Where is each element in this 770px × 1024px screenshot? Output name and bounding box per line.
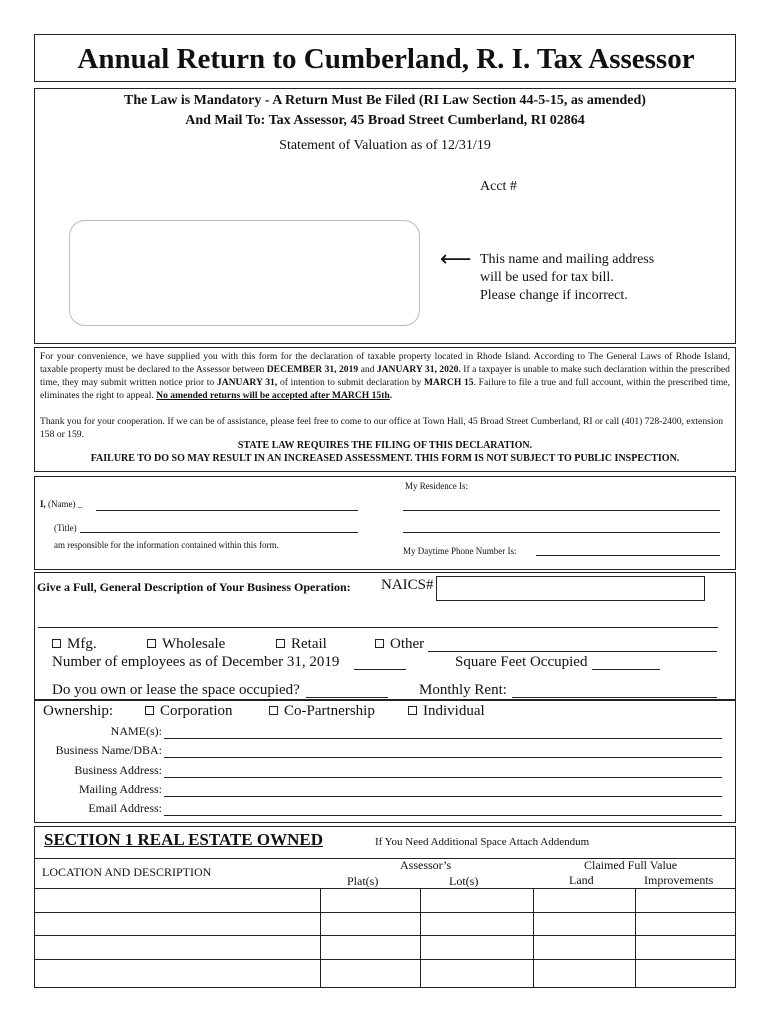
business-description-label: Give a Full, General Description of Your Business Operation: [37,580,351,594]
phone-label: My Daytime Phone Number Is: [403,546,517,556]
table-col-rule [533,888,534,988]
ownership-label: Ownership: [43,703,113,719]
retail-checkbox[interactable] [276,639,285,648]
col-lot: Lot(s) [449,874,479,888]
wholesale-label: Wholesale [162,636,226,652]
co-partnership-label: Co-Partnership [284,703,375,719]
residence-field-1[interactable] [403,510,720,511]
notice-date-4: MARCH 15 [424,377,474,388]
mailing-address-window [69,220,420,326]
name-field[interactable] [96,510,358,511]
type-retail[interactable] [276,636,327,653]
notice-text: . Failure to file a true and full account, within the prescribed time, eliminates the right to appeal. [40,377,730,401]
retail-label: Retail [291,636,327,652]
notice-date-1: DECEMBER 31, 2019 [266,364,359,375]
business-address-label: Business Address: [74,763,162,777]
square-feet-field[interactable] [592,669,660,670]
naics-input[interactable] [436,576,705,601]
account-number-label: Acct # [480,179,517,194]
state-law-warning: STATE LAW REQUIRES THE FILING OF THIS DECLARATION. [237,440,533,451]
title-field[interactable] [80,532,358,533]
notice-text: For your convenience, we have supplied you with this form for the declaration of taxable property located in Rhode Island. According to The General Laws of Rhode Island, taxable property must be declared to the Assessor between [40,351,730,375]
wholesale-checkbox[interactable] [147,639,156,648]
email-address-label: Email Address: [88,801,162,815]
mfg-label: Mfg. [67,636,97,652]
title-label: (Title) [54,523,77,533]
table-col-rule [320,888,321,988]
naics-label: NAICS# [381,577,434,593]
section1-addendum-note: If You Need Additional Space Attach Addendum [375,836,590,848]
mailing-address-field[interactable] [164,796,722,797]
col-plat: Plat(s) [347,874,379,888]
name-prefix [40,499,82,509]
table-col-rule [420,888,421,988]
co-partnership-checkbox[interactable] [269,706,278,715]
monthly-rent-label: Monthly Rent: [419,682,507,698]
table-row-rule [34,888,736,889]
ownership-individual[interactable] [408,703,485,720]
mailing-address-label: Mailing Address: [79,782,162,796]
email-address-field[interactable] [164,815,722,816]
failure-warning: FAILURE TO DO SO MAY RESULT IN AN INCREASED ASSESSMENT. THIS FORM IS NOT SUBJECT TO PUBLIC INSPECTION. [90,453,680,464]
other-checkbox[interactable] [375,639,384,648]
residence-label: My Residence Is: [405,481,468,491]
corporation-label: Corporation [160,703,233,719]
mfg-checkbox[interactable] [52,639,61,648]
address-note-line-1: This name and mailing address [480,252,655,267]
notice-text: and [358,364,377,375]
section1-title: SECTION 1 REAL ESTATE OWNED [44,830,323,849]
individual-checkbox[interactable] [408,706,417,715]
business-address-field[interactable] [164,777,722,778]
corporation-checkbox[interactable] [145,706,154,715]
col-land: Land [569,873,594,887]
valuation-date: Statement of Valuation as of 12/31/19 [279,138,491,153]
individual-label: Individual [423,703,485,719]
notice-date-2: JANUARY 31, 2020. [376,364,461,375]
section1-box [34,826,736,988]
own-lease-field[interactable] [306,697,388,698]
notice-text: of intention to submit declaration by [277,377,424,388]
residence-field-2[interactable] [403,532,720,533]
square-feet-label: Square Feet Occupied [455,654,588,670]
col-location: LOCATION AND DESCRIPTION [42,865,212,879]
col-claimed-full-value: Claimed Full Value [584,858,678,872]
monthly-rent-field[interactable] [512,697,717,698]
notice-amended-warning: No amended returns will be accepted after MARCH 15th [156,390,390,401]
law-mandatory-line: The Law is Mandatory - A Return Must Be Filed (RI Law Section 44-5-15, as amended) [124,93,646,108]
name-prefix-i: I, [40,499,46,509]
business-description-field[interactable] [38,627,718,628]
names-label: NAME(s): [110,724,162,738]
notice-paragraph [40,350,730,402]
address-note-line-3: Please change if incorrect. [480,288,628,303]
ownership-co-partnership[interactable] [269,703,375,720]
ownership-corporation[interactable] [145,703,233,720]
table-row-rule [34,912,736,913]
name-label: (Name) [48,499,76,509]
thank-you-paragraph: Thank you for your cooperation. If we can be of assistance, please feel free to come to our office at Town Hall, 45 Broad Street Cumberland, RI or call (401) 728-2400, extension 158 or 159. [40,416,724,440]
mail-to-line: And Mail To: Tax Assessor, 45 Broad Street Cumberland, RI 02864 [185,113,585,128]
phone-field[interactable] [536,555,720,556]
own-lease-label: Do you own or lease the space occupied? [52,682,300,698]
other-label: Other [390,636,425,652]
table-col-rule [635,888,636,988]
type-mfg[interactable] [52,636,97,653]
name-dash: _ [77,499,83,509]
other-field[interactable] [428,651,717,652]
notice-text: . [389,390,393,401]
notice-date-3: JANUARY 31, [216,377,278,388]
responsible-statement: am responsible for the information contained within this form. [54,540,279,550]
notice-text: If a taxpayer is unable to make such declaration within the prescribed time, they may submit written notice prior to [40,364,730,388]
type-other[interactable] [375,636,424,653]
business-name-field[interactable] [164,757,722,758]
arrow-left-icon: ⟵ [440,247,472,272]
table-row-rule [34,959,736,960]
table-row-rule [34,935,736,936]
type-wholesale[interactable] [147,636,225,653]
page-title: Annual Return to Cumberland, R. I. Tax Assessor [77,43,695,75]
address-note-line-2: will be used for tax bill. [480,270,614,285]
employees-label: Number of employees as of December 31, 2019 [52,654,340,670]
names-field[interactable] [164,738,722,739]
business-name-label: Business Name/DBA: [55,743,162,757]
employees-field[interactable] [354,669,406,670]
col-assessors: Assessor’s [400,858,452,872]
col-improvements: Improvements [644,873,714,887]
